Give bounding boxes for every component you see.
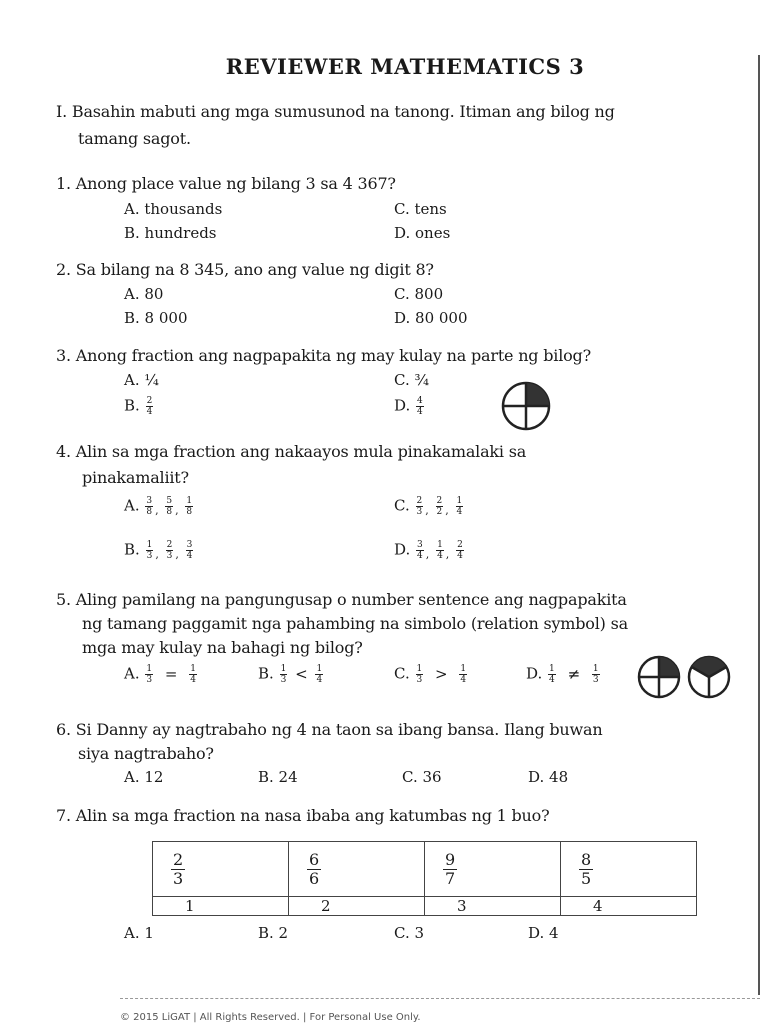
q4-option-a[interactable]: A. $\frac{3}{8}$ , $\frac{5}{8}$ , $\frac{1}{8}$	[124, 496, 193, 517]
question-6-text-line-2: siya nagtrabaho?	[78, 744, 214, 763]
q7-option-d[interactable]: D. 4	[528, 924, 559, 942]
q2-option-d[interactable]: D. 80 000	[394, 309, 468, 327]
q7-option-c[interactable]: C. 3	[394, 924, 425, 942]
fraction: $\frac{2}{4}$	[457, 540, 463, 561]
q5-option-a-prefix: A.	[124, 664, 140, 683]
fraction: $\frac{1}{4}$	[437, 540, 443, 561]
question-3-text: 3. Anong fraction ang nagpapakita ng may kulay na parte ng bilog?	[56, 346, 591, 365]
fraction: $\frac{1}{4}$	[316, 664, 323, 685]
q1-option-c[interactable]: C. tens	[394, 200, 447, 218]
q5-circle-quarters	[636, 654, 682, 700]
question-2-text: 2. Sa bilang na 8 345, ano ang value ng digit 8?	[56, 260, 434, 279]
instructions-line-2: tamang sagot.	[78, 129, 191, 148]
q3-option-d-prefix: D.	[394, 396, 411, 415]
question-5-text-line-3: mga may kulay na bahagi ng bilog?	[82, 638, 363, 657]
footer-copyright: © 2015 LiGAT | All Rights Reserved. | For Personal Use Only.	[120, 1012, 421, 1023]
q5-circle-thirds	[686, 654, 732, 700]
fraction: $\frac{2}{2}$	[436, 496, 443, 517]
q2-option-c[interactable]: C. 800	[394, 285, 444, 303]
fraction: $\frac{1}{3}$	[280, 664, 287, 685]
table-cell-label: 1	[153, 897, 289, 916]
q2-option-a[interactable]: A. 80	[124, 285, 164, 303]
q4-option-d-prefix: D.	[394, 540, 411, 559]
table-cell-label: 4	[561, 897, 697, 916]
relation-symbol: <	[295, 664, 308, 683]
fraction: $\frac{9}{7}$	[445, 849, 456, 888]
fraction: $\frac{3}{8}$	[146, 496, 153, 517]
q3-option-b[interactable]	[124, 396, 154, 417]
relation-symbol: ≠	[567, 664, 581, 683]
page-title: REVIEWER MATHEMATICS 3	[225, 54, 585, 79]
q5-option-b-prefix: B.	[258, 664, 274, 683]
fraction: $\frac{1}{4}$	[456, 496, 463, 517]
table-row	[153, 897, 697, 916]
table-cell	[425, 842, 561, 897]
q7-option-a[interactable]: A. 1	[124, 924, 154, 942]
q5-option-c-prefix: C.	[394, 664, 410, 683]
q4-option-c[interactable]: C. $\frac{2}{3}$ , $\frac{2}{2}$ , $\frac{1}{4}$	[394, 496, 463, 517]
table-cell-label: 3	[425, 897, 561, 916]
q7-option-b[interactable]: B. 2	[258, 924, 289, 942]
table-row	[153, 842, 697, 897]
q6-option-c[interactable]: C. 36	[402, 768, 442, 786]
fraction: $\frac{1}{4}$	[460, 664, 467, 685]
fraction: $\frac{4}{4}$	[417, 396, 423, 417]
question-4-text-line-2: pinakamaliit?	[82, 468, 189, 487]
q5-option-c[interactable]	[394, 664, 468, 685]
fraction: $\frac{1}{3}$	[416, 664, 423, 685]
fraction: $\frac{3}{4}$	[417, 540, 423, 561]
fraction: $\frac{1}{4}$	[190, 664, 196, 685]
question-7-text: 7. Alin sa mga fraction na nasa ibaba ang katumbas ng 1 buo?	[56, 806, 550, 825]
table-cell-label: 2	[289, 897, 425, 916]
fraction: $\frac{2}{3}$	[166, 540, 173, 561]
question-5-text-line-1: 5. Aling pamilang na pangungusap o number sentence ang nagpapakita	[56, 590, 627, 609]
fraction: $\frac{1}{3}$	[592, 664, 599, 685]
instructions-line-1: I. Basahin mabuti ang mga sumusunod na tanong. Itiman ang bilog ng	[56, 102, 615, 121]
question-4-text-line-1: 4. Alin sa mga fraction ang nakaayos mula pinakamalaki sa	[56, 442, 527, 461]
fraction: $\frac{5}{8}$	[166, 496, 173, 517]
q4-option-c-prefix: C.	[394, 496, 410, 515]
q5-option-b[interactable]	[258, 664, 324, 685]
page-border	[758, 55, 760, 995]
fraction: $\frac{1}{4}$	[549, 664, 555, 685]
fraction-table	[152, 841, 697, 916]
q1-option-a[interactable]: A. thousands	[124, 200, 223, 218]
q3-option-b-prefix: B.	[124, 396, 140, 415]
fraction: $\frac{1}{8}$	[186, 496, 193, 517]
fraction: $\frac{6}{6}$	[309, 849, 320, 888]
table-cell	[289, 842, 425, 897]
q5-option-d[interactable]	[526, 664, 601, 685]
fraction: $\frac{1}{3}$	[146, 664, 153, 685]
q3-option-d[interactable]	[394, 396, 425, 417]
fraction: $\frac{2}{3}$	[416, 496, 423, 517]
fraction: $\frac{2}{3}$	[173, 849, 184, 888]
q2-option-b[interactable]: B. 8 000	[124, 309, 188, 327]
q1-option-b[interactable]: B. hundreds	[124, 224, 217, 242]
q6-option-a[interactable]: A. 12	[124, 768, 164, 786]
fraction: $\frac{3}{4}$	[186, 540, 193, 561]
fraction: $\frac{1}{3}$	[146, 540, 153, 561]
q1-option-d[interactable]: D. ones	[394, 224, 451, 242]
question-5-text-line-2: ng tamang paggamit nga pahambing na simbolo (relation symbol) sa	[82, 614, 628, 633]
q4-option-d[interactable]: D. $\frac{3}{4}$ , $\frac{1}{4}$ , $\frac{2}{4}$	[394, 540, 463, 561]
fraction: $\frac{8}{5}$	[581, 849, 592, 888]
question-1-text: 1. Anong place value ng bilang 3 sa 4 367?	[56, 174, 396, 193]
q4-option-b-prefix: B.	[124, 540, 140, 559]
q5-option-d-prefix: D.	[526, 664, 543, 683]
relation-symbol: >	[435, 664, 448, 683]
table-cell	[561, 842, 697, 897]
question-6-text-line-1: 6. Si Danny ay nagtrabaho ng 4 na taon sa ibang bansa. Ilang buwan	[56, 720, 603, 739]
q3-option-c[interactable]: C. ¾	[394, 371, 430, 389]
relation-symbol: =	[164, 664, 178, 683]
q6-option-b[interactable]: B. 24	[258, 768, 298, 786]
q3-shaded-circle	[500, 380, 552, 432]
fraction: $\frac{2}{4}$	[146, 396, 153, 417]
footer-divider	[120, 998, 760, 999]
q3-option-a[interactable]: A. ¼	[124, 371, 159, 389]
table-cell	[153, 842, 289, 897]
q4-option-b[interactable]: B. $\frac{1}{3}$ , $\frac{2}{3}$ , $\frac{3}{4}$	[124, 540, 193, 561]
q5-option-a[interactable]	[124, 664, 198, 685]
q6-option-d[interactable]: D. 48	[528, 768, 569, 786]
q4-option-a-prefix: A.	[124, 496, 140, 515]
